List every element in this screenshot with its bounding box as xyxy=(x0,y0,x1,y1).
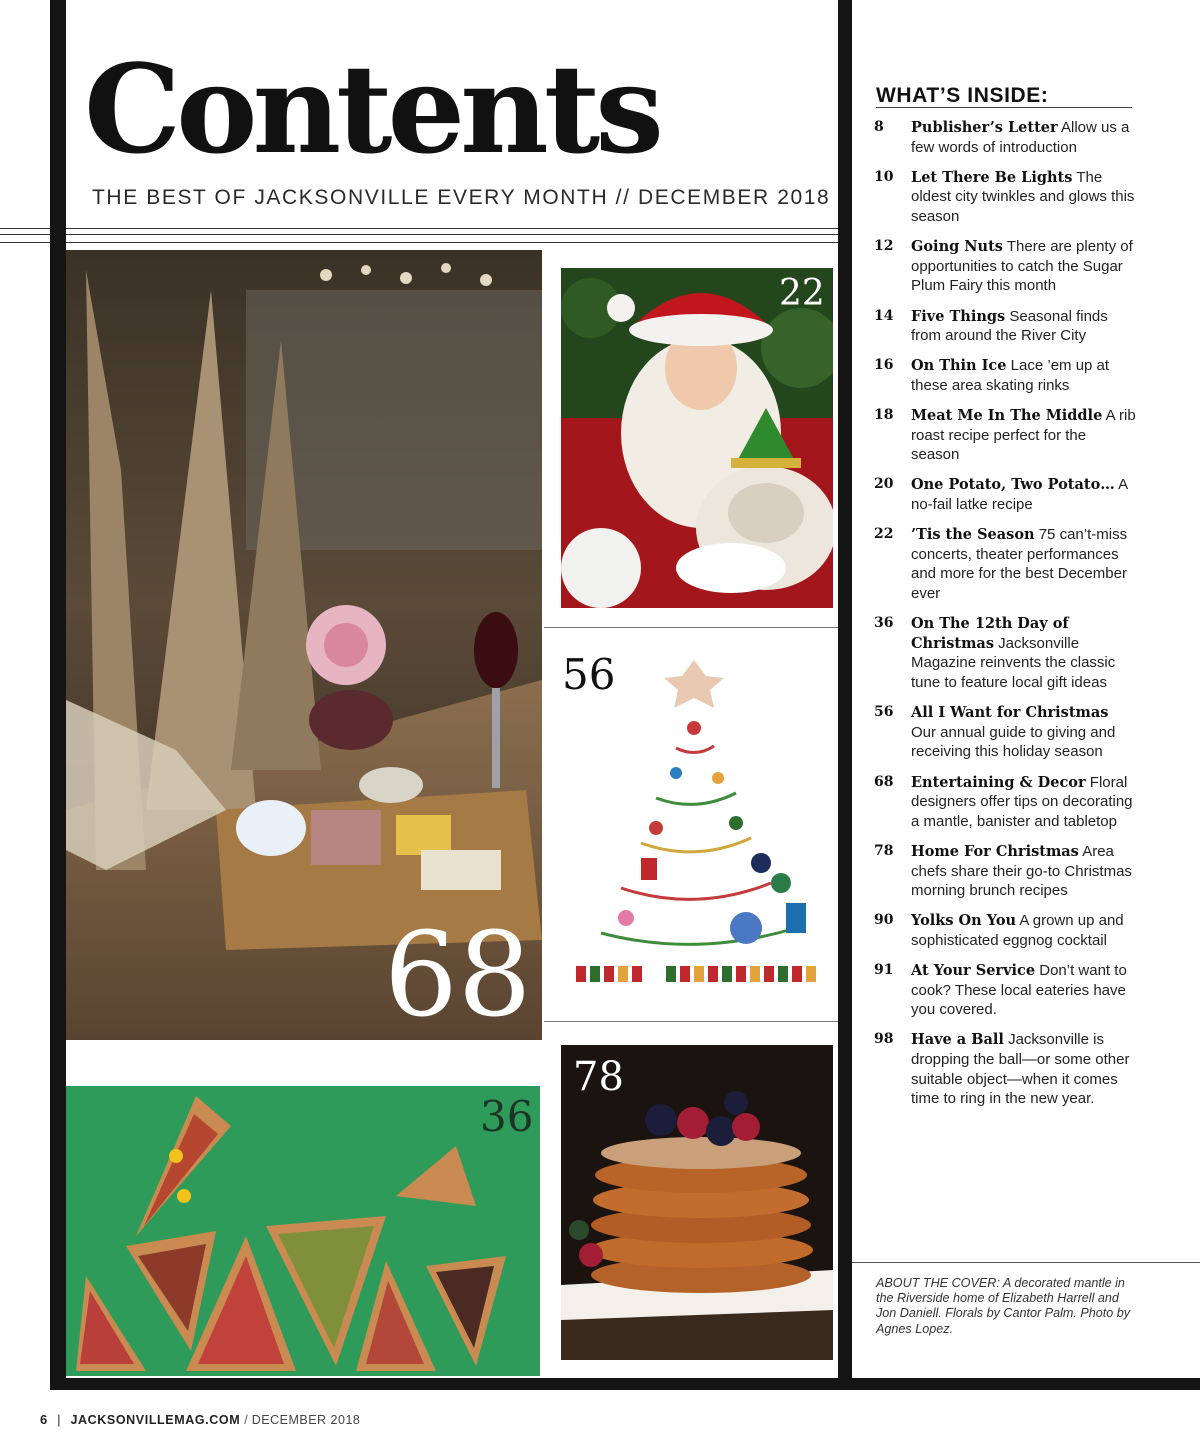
toc-title: On Thin Ice xyxy=(911,357,1007,375)
pizza-photo[interactable] xyxy=(66,1086,540,1376)
photo-page-number: 68 xyxy=(384,908,532,1040)
toc-page-number: 98 xyxy=(874,1031,894,1048)
toc-page-number: 36 xyxy=(874,615,894,632)
toc-entry[interactable] xyxy=(874,1030,1136,1108)
footer-separator: / xyxy=(244,1413,248,1427)
table-setting-photo[interactable] xyxy=(66,250,542,1040)
toc-description: A grown up and sophisticated eggnog cocktail xyxy=(911,912,1124,949)
column-divider-bar xyxy=(838,0,852,1380)
toc-title: All I Want for Christmas xyxy=(911,704,1109,722)
cover-note-rule xyxy=(852,1262,1200,1263)
table-of-contents xyxy=(874,118,1136,1119)
page-footer xyxy=(40,1412,360,1427)
toc-title: Publisher’s Letter xyxy=(911,119,1058,136)
toc-entry[interactable] xyxy=(874,118,1136,157)
toc-description: Allow us a few words of introduction xyxy=(911,119,1130,156)
toc-description: A rib roast recipe perfect for the season xyxy=(911,407,1136,464)
toc-title: ’Tis the Season xyxy=(911,526,1035,544)
page-title: Contents xyxy=(84,37,659,181)
toc-entry[interactable] xyxy=(874,614,1136,692)
toc-title: On The 12th Day of Christmas xyxy=(911,615,1069,652)
ornament-tree-photo[interactable] xyxy=(546,628,838,1020)
footer-page-number: 6 xyxy=(40,1412,48,1427)
toc-entry[interactable] xyxy=(874,911,1136,950)
toc-description: Area chefs share their go-to Christmas morning brunch recipes xyxy=(911,842,1132,900)
toc-page-number: 20 xyxy=(874,476,894,493)
santa-photo[interactable] xyxy=(561,268,833,608)
photo-divider xyxy=(544,1021,838,1022)
toc-description: Floral designers offer tips on decorating a mantle, banister and tabletop xyxy=(911,773,1133,830)
edge-rule-3 xyxy=(0,242,50,243)
toc-title: Entertaining & Decor xyxy=(911,773,1086,791)
toc-description: Seasonal finds from around the River City xyxy=(911,307,1108,345)
toc-title: Have a Ball xyxy=(911,1031,1004,1049)
toc-description: There are plenty of opportunities to catch the Sugar Plum Fairy this month xyxy=(911,238,1133,295)
photo-page-number: 36 xyxy=(480,1092,534,1141)
whats-inside-heading: WHAT’S INSIDE: xyxy=(876,84,1049,107)
toc-entry[interactable] xyxy=(874,168,1136,227)
photo-page-number: 56 xyxy=(562,650,616,699)
footer-separator: | xyxy=(57,1413,61,1427)
toc-title: Yolks On You xyxy=(911,912,1017,930)
toc-page-number: 12 xyxy=(874,238,894,255)
toc-description: Don’t want to cook? These local eateries have you covered. xyxy=(911,962,1127,1019)
photo-page-number: 78 xyxy=(573,1054,624,1100)
toc-page-number: 90 xyxy=(874,912,894,929)
toc-description: Jacksonville is dropping the ball—or some other suitable object—when it comes time to ring in the new year. xyxy=(911,1031,1130,1108)
toc-entry[interactable] xyxy=(874,475,1136,514)
toc-description: Lace ’em up at these area skating rinks xyxy=(911,357,1110,394)
toc-page-number: 16 xyxy=(874,357,894,374)
toc-entry[interactable] xyxy=(874,773,1136,832)
bottom-frame-bar xyxy=(50,1378,1200,1390)
toc-page-number: 91 xyxy=(874,962,894,979)
footer-issue: DECEMBER 2018 xyxy=(251,1413,361,1427)
toc-title: At Your Service xyxy=(911,962,1036,980)
toc-entry[interactable] xyxy=(874,842,1136,901)
whats-inside-rule xyxy=(876,107,1132,108)
toc-entry[interactable] xyxy=(874,307,1136,346)
toc-title: Let There Be Lights xyxy=(911,168,1073,186)
toc-description: Jacksonville Magazine reinvents the classic tune to feature local gift ideas xyxy=(911,634,1116,691)
page-subtitle: THE BEST OF JACKSONVILLE EVERY MONTH // DECEMBER 2018 xyxy=(92,186,831,209)
header-rule-3 xyxy=(66,242,838,243)
toc-entry[interactable] xyxy=(874,961,1136,1020)
toc-page-number: 22 xyxy=(874,526,894,543)
left-frame-bar xyxy=(50,0,66,1390)
toc-description: The oldest city twinkles and glows this season xyxy=(911,168,1135,225)
toc-entry[interactable] xyxy=(874,237,1136,296)
edge-rule-1 xyxy=(0,228,50,229)
photo-page-number: 22 xyxy=(779,273,825,314)
toc-title: Home For Christmas xyxy=(911,842,1079,860)
header-rule-2 xyxy=(66,234,838,235)
toc-page-number: 14 xyxy=(874,307,894,324)
toc-entry[interactable] xyxy=(874,406,1136,465)
toc-page-number: 78 xyxy=(874,842,894,859)
toc-title: Five Things xyxy=(911,307,1006,325)
toc-title: Meat Me In The Middle xyxy=(911,407,1103,425)
toc-title: Going Nuts xyxy=(911,238,1003,256)
toc-description: Our annual guide to giving and receiving this holiday season xyxy=(911,723,1116,761)
toc-title: One Potato, Two Potato… xyxy=(911,476,1115,494)
pancakes-photo[interactable] xyxy=(561,1045,833,1360)
edge-rule-2 xyxy=(0,234,50,235)
footer-website[interactable]: JACKSONVILLEMAG.COM xyxy=(70,1413,241,1427)
toc-description: A no-fail latke recipe xyxy=(911,476,1128,514)
toc-page-number: 68 xyxy=(874,773,894,790)
toc-page-number: 18 xyxy=(874,407,894,424)
toc-page-number: 8 xyxy=(874,119,884,135)
toc-page-number: 56 xyxy=(874,704,894,721)
toc-page-number: 10 xyxy=(874,168,894,185)
toc-entry[interactable] xyxy=(874,703,1136,762)
toc-entry[interactable] xyxy=(874,525,1136,603)
toc-description: 75 can’t-miss concerts, theater performances and more for the best December ever xyxy=(911,526,1128,603)
header-rule-1 xyxy=(66,228,838,229)
toc-entry[interactable] xyxy=(874,356,1136,395)
about-the-cover: ABOUT THE COVER: A decorated mantle in the Riverside home of Elizabeth Harrell and Jon Daniell. Florals by Cantor Palm. Photo by Agnes Lopez. xyxy=(876,1276,1131,1336)
